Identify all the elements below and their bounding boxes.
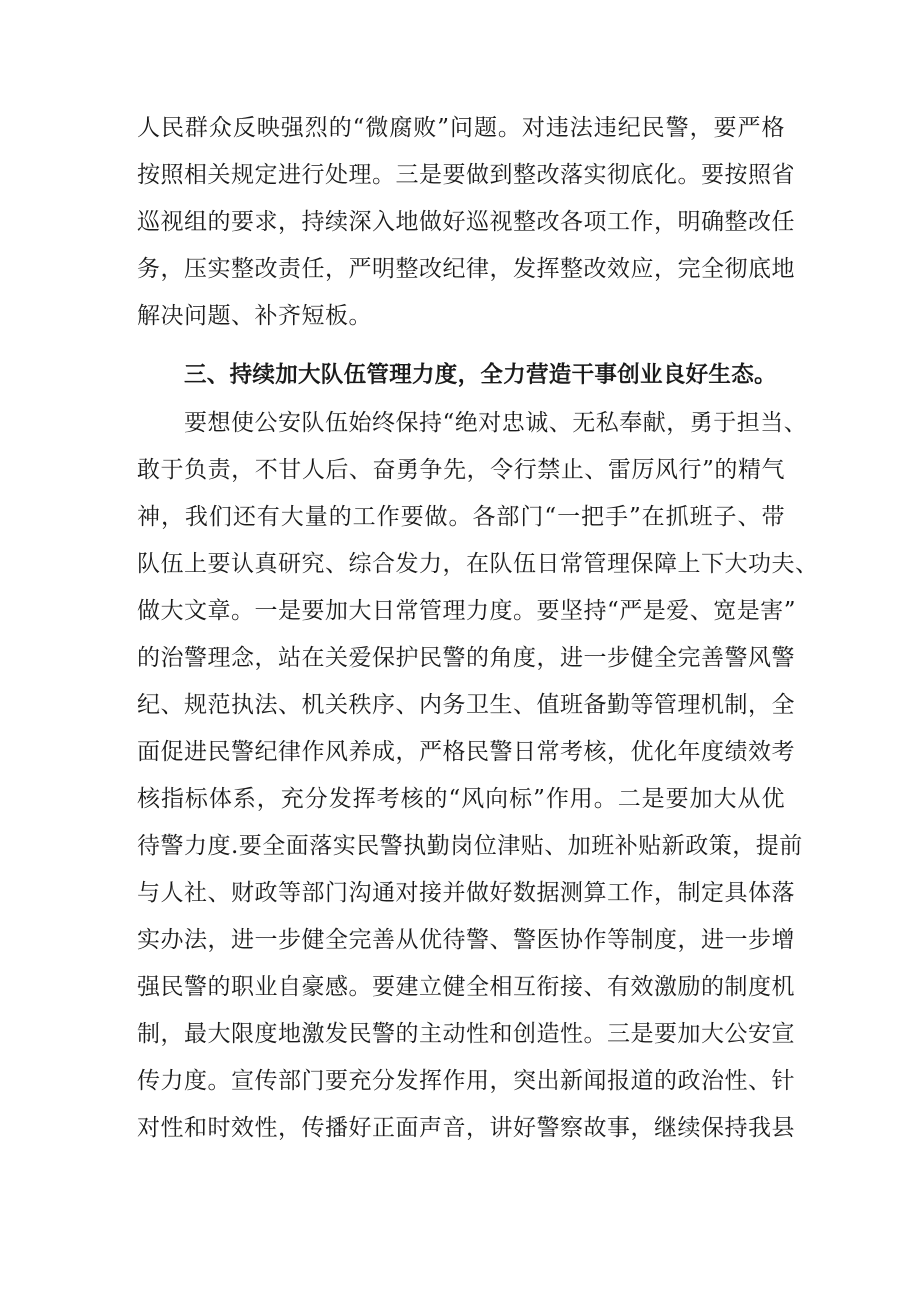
text-line: 制，最大限度地激发民警的主动性和创造性。三是要加大公安宣	[137, 1021, 795, 1047]
text-line: 强民警的职业自豪感。要建立健全相互衔接、有效激励的制度机	[137, 974, 795, 1000]
text-line: 对性和时效性，传播好正面声音，讲好警察故事，继续保持我县	[137, 1115, 795, 1141]
text-line: 人民群众反映强烈的“微腐败”问题。对违法违纪民警，要严格	[137, 115, 785, 141]
text-line: 实办法，进一步健全完善从优待警、警医协作等制度，进一步增	[137, 927, 795, 953]
text-line: 纪、规范执法、机关秩序、内务卫生、值班备勤等管理机制，全	[137, 692, 795, 718]
text-line: 做大文章。一是要加大日常管理力度。要坚持“严是爱、宽是害”	[137, 598, 797, 624]
text-line: 务，压实整改责任，严明整改纪律，发挥整改效应，完全彻底地	[137, 256, 795, 282]
text-line: 面促进民警纪律作风养成，严格民警日常考核，优化年度绩效考	[137, 739, 795, 765]
text-line: 神，我们还有大量的工作要做。各部门“一把手”在抓班子、带	[137, 504, 785, 530]
text-line: 按照相关规定进行处理。三是要做到整改落实彻底化。要按照省	[137, 162, 795, 188]
text-line: 的治警理念，站在关爱保护民警的角度，进一步健全完善警风警	[137, 645, 795, 671]
text-line: 队伍上要认真研究、综合发力，在队伍日常管理保障上下大功夫、	[137, 551, 819, 577]
text-line: 与人社、财政等部门沟通对接并做好数据测算工作，制定具体落	[137, 880, 795, 906]
text-line: 要想使公安队伍始终保持“绝对忠诚、无私奉献，勇于担当、	[184, 410, 808, 436]
text-line: 敢于负责，不甘人后、奋勇争先，令行禁止、雷厉风行”的精气	[137, 457, 785, 483]
text-line: 巡视组的要求，持续深入地做好巡视整改各项工作，明确整改任	[137, 209, 795, 235]
text-line: 传力度。宣传部门要充分发挥作用，突出新闻报道的政治性、针	[137, 1068, 795, 1094]
text-line: 待警力度.要全面落实民警执勤岗位津贴、加班补贴新政策，提前	[137, 833, 803, 859]
section-heading: 三、持续加大队伍管理力度，全力营造干事创业良好生态。	[184, 362, 777, 388]
text-line: 核指标体系，充分发挥考核的“风向标”作用。二是要加大从优	[137, 786, 785, 812]
text-line: 解决问题、补齐短板。	[137, 303, 372, 329]
